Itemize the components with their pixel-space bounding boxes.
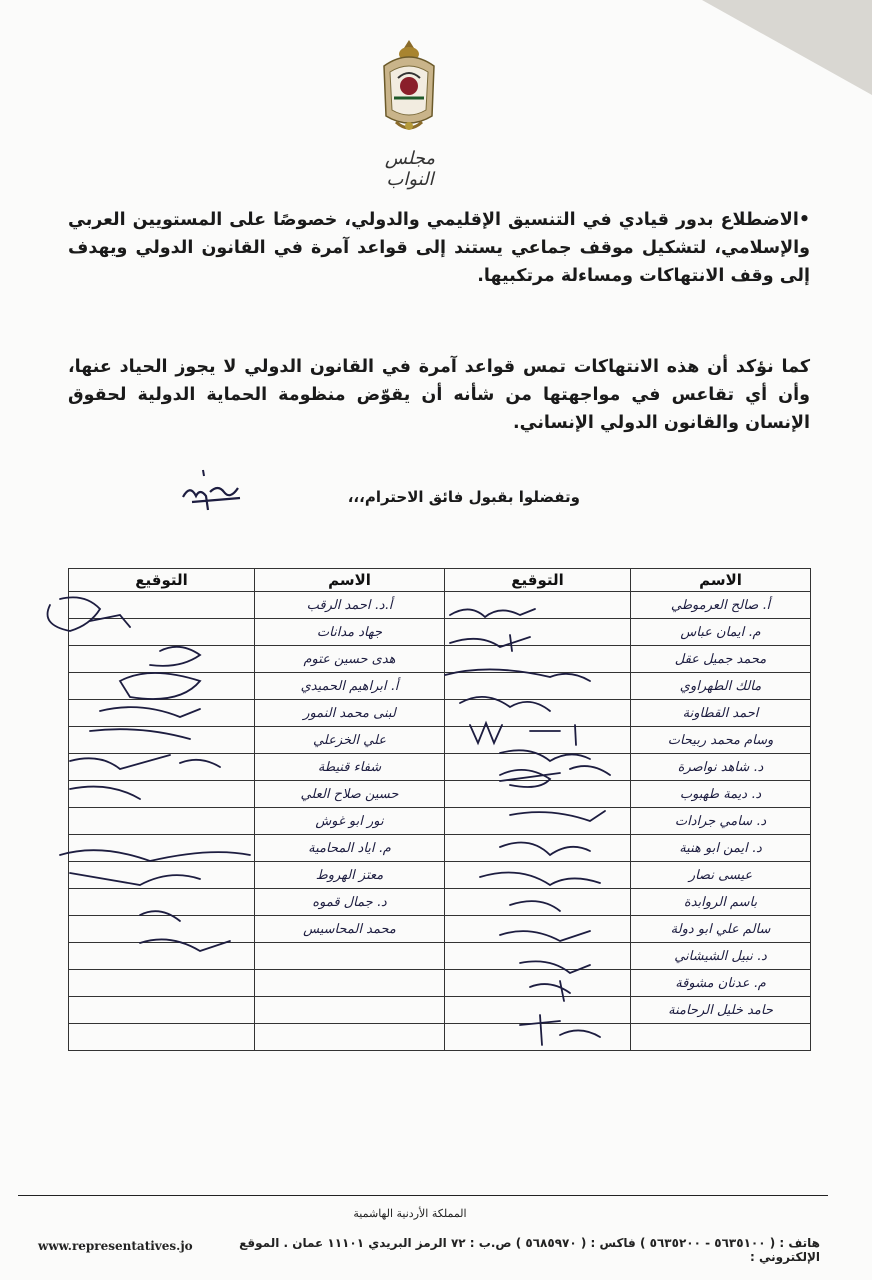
- name-cell-left: [255, 1024, 445, 1051]
- signature-cell-left: [69, 592, 255, 619]
- name-cell-left: معتز الهروط: [255, 862, 445, 889]
- name-cell-left: حسين صلاح العلي: [255, 781, 445, 808]
- signature-cell-right: [445, 997, 631, 1024]
- name-cell-left: [255, 943, 445, 970]
- signature-cell-right: [445, 700, 631, 727]
- signatures-table: [68, 568, 811, 1051]
- name-cell-right: د. ديمة طهبوب: [631, 781, 811, 808]
- signature-cell-right: [445, 781, 631, 808]
- name-cell-right: مالك الطهراوي: [631, 673, 811, 700]
- signatures-body: [69, 592, 811, 1051]
- name-cell-right: د. ايمن ابو هنية: [631, 835, 811, 862]
- signature-cell-right: [445, 754, 631, 781]
- signature-cell-left: [69, 673, 255, 700]
- name-cell-right: محمد جميل عقل: [631, 646, 811, 673]
- table-row: [69, 781, 811, 808]
- signature-cell-right: [445, 916, 631, 943]
- signature-cell-right: [445, 889, 631, 916]
- name-cell-left: أ. ابراهيم الحميدي: [255, 673, 445, 700]
- signature-cell-right: [445, 1024, 631, 1051]
- table-row: [69, 592, 811, 619]
- header-name-right: الاسم: [631, 569, 811, 592]
- signature-cell-right: [445, 619, 631, 646]
- signature-cell-left: [69, 727, 255, 754]
- signature-cell-left: [69, 997, 255, 1024]
- footer-rule: [18, 1195, 828, 1196]
- signature-cell-left: [69, 943, 255, 970]
- signature-cell-left: [69, 619, 255, 646]
- name-cell-left: لبنى محمد النمور: [255, 700, 445, 727]
- name-cell-left: هدى حسين عتوم: [255, 646, 445, 673]
- name-cell-left: محمد المحاسيس: [255, 916, 445, 943]
- signature-cell-right: [445, 727, 631, 754]
- name-cell-right: د. نبيل الشيشاني: [631, 943, 811, 970]
- kingdom-label: المملكة الأردنية الهاشمية: [353, 1207, 467, 1220]
- name-cell-right: باسم الروابدة: [631, 889, 811, 916]
- paragraph-peremptory-norms: كما نؤكد أن هذه الانتهاكات تمس قواعد آمرة في القانون الدولي لا يجوز الحياد عنها، وأن أي تقاعس في مواجهتها من شأنه أن يقوّض منظومة الحماية الدولية لحقوق الإنسان والقانون الدولي الإنساني.: [68, 356, 810, 433]
- name-cell-left: نور ابو غوش: [255, 808, 445, 835]
- signature-cell-left: [69, 646, 255, 673]
- table-row: [69, 727, 811, 754]
- table-row: [69, 970, 811, 997]
- signature-cell-left: [69, 835, 255, 862]
- name-cell-right: سالم علي ابو دولة: [631, 916, 811, 943]
- table-row: [69, 997, 811, 1024]
- signature-cell-left: [69, 781, 255, 808]
- name-cell-right: م. عدنان مشوقة: [631, 970, 811, 997]
- name-cell-right: احمد القطاونة: [631, 700, 811, 727]
- signature-cell-left: [69, 808, 255, 835]
- table-header-row: [69, 569, 811, 592]
- parliament-label: مجلس النواب: [384, 148, 436, 190]
- name-cell-right: م. ايمان عباس: [631, 619, 811, 646]
- name-cell-right: [631, 1024, 811, 1051]
- header-name-left: الاسم: [255, 569, 445, 592]
- jordan-coat-of-arms-icon: [376, 38, 442, 138]
- signature-cell-left: [69, 970, 255, 997]
- signature-cell-left: [69, 1024, 255, 1051]
- table-row: [69, 673, 811, 700]
- name-cell-right: د. شاهد نواصرة: [631, 754, 811, 781]
- name-cell-left: جهاد مدانات: [255, 619, 445, 646]
- signature-cell-right: [445, 646, 631, 673]
- name-cell-right: أ. صالح العرموطي: [631, 592, 811, 619]
- folded-corner: [702, 0, 872, 95]
- name-cell-left: علي الخزعلي: [255, 727, 445, 754]
- signature-cell-right: [445, 673, 631, 700]
- signature-cell-right: [445, 862, 631, 889]
- website-link[interactable]: www.representatives.jo: [38, 1239, 193, 1253]
- table-row: [69, 916, 811, 943]
- table-row: [69, 646, 811, 673]
- name-cell-right: وسام محمد ربيحات: [631, 727, 811, 754]
- name-cell-right: د. سامي جرادات: [631, 808, 811, 835]
- closing-line: وتفضلوا بقبول فائق الاحترام،،،: [347, 488, 580, 506]
- signature-cell-right: [445, 835, 631, 862]
- name-cell-left: أ.د. احمد الرقب: [255, 592, 445, 619]
- name-cell-right: حامد خليل الرحامنة: [631, 997, 811, 1024]
- signature-cell-left: [69, 916, 255, 943]
- table-row: [69, 889, 811, 916]
- paragraph-coordination: •الاضطلاع بدور قيادي في التنسيق الإقليمي والدولي، خصوصًا على المستويين العربي والإسلامي، لتشكيل موقف جماعي يستند إلى قواعد آمرة في القانون الدولي ويهدف إلى وقف الانتهاكات ومساءلة مرتكبيها.: [68, 209, 810, 286]
- name-cell-left: [255, 970, 445, 997]
- name-cell-right: عيسى نصار: [631, 862, 811, 889]
- signature-cell-left: [69, 700, 255, 727]
- name-cell-left: د. جمال قموه: [255, 889, 445, 916]
- name-cell-left: [255, 997, 445, 1024]
- signature-cell-right: [445, 592, 631, 619]
- name-cell-left: م. اياد المحامية: [255, 835, 445, 862]
- table-row: [69, 1024, 811, 1051]
- table-row: [69, 943, 811, 970]
- signature-cell-right: [445, 970, 631, 997]
- table-row: [69, 700, 811, 727]
- signature-cell-right: [445, 943, 631, 970]
- signature-cell-right: [445, 808, 631, 835]
- table-row: [69, 619, 811, 646]
- signature-cell-left: [69, 754, 255, 781]
- signature-cell-left: [69, 862, 255, 889]
- signature-cell-left: [69, 889, 255, 916]
- table-row: [69, 808, 811, 835]
- name-cell-left: شفاء قنيطة: [255, 754, 445, 781]
- header-signature-right: التوقيع: [445, 569, 631, 592]
- table-row: [69, 862, 811, 889]
- table-row: [69, 754, 811, 781]
- table-row: [69, 835, 811, 862]
- sender-signature: [178, 462, 248, 517]
- contact-info: هاتف : ( ٥٦٣٥١٠٠ - ٥٦٣٥٢٠٠ ) فاكس : ( ٥٦٨٥٩٧٠ ) ص.ب : ٧٢ الرمز البريدي ١١١٠١ عمان . الموقع الإلكتروني :: [239, 1236, 820, 1264]
- header-signature-left: التوقيع: [69, 569, 255, 592]
